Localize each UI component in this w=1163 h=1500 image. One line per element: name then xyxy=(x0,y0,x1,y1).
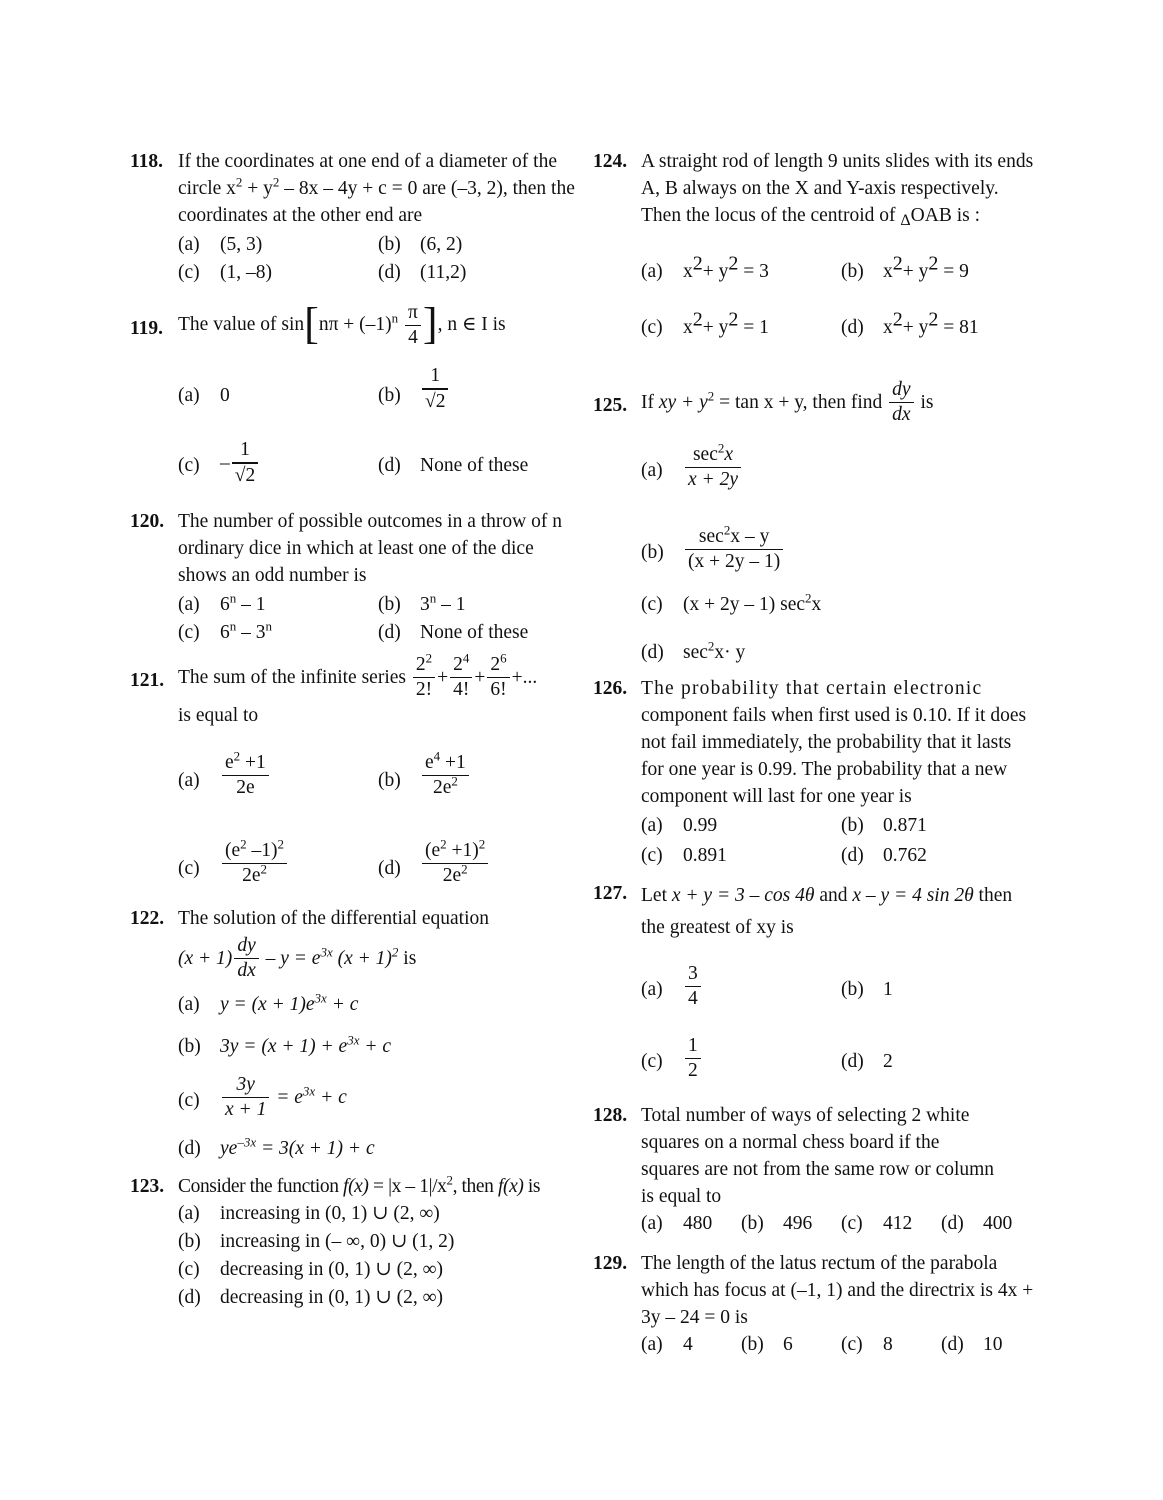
option-row xyxy=(641,1210,1038,1242)
option-row xyxy=(641,440,1038,501)
option-value: $x^2+ y^2 = 81$ xyxy=(883,308,979,338)
option-label: (d) xyxy=(841,845,864,866)
option-label: (a) xyxy=(178,770,200,791)
option-label: (b) xyxy=(841,979,864,1000)
option-value: decreasing in (0, 1) ∪ (2, ∞) xyxy=(220,1287,444,1308)
option-value: $x^2+ y^2 = 1$ xyxy=(683,308,769,338)
option-value: (1, –8) xyxy=(220,262,272,283)
option-label: (a) xyxy=(178,594,200,615)
option-value: $\frac{3}{4}$ xyxy=(683,962,703,1011)
option-label: (d) xyxy=(178,1138,201,1159)
option-label: (a) xyxy=(178,994,200,1015)
question-124 xyxy=(593,148,1038,370)
option-value: $\frac{(e^2 -1)^2}{2e^2}$ xyxy=(220,839,289,888)
option-value: $\sec^2x\cdot y$ xyxy=(683,638,746,663)
option-value: 3$^n$ – 1 xyxy=(420,590,466,615)
option-value: $ye^{-3x} = 3(x + 1) + c$ xyxy=(220,1134,375,1159)
option-label: (d) xyxy=(378,455,401,476)
option-value: 496 xyxy=(783,1213,813,1234)
option-row xyxy=(641,522,1038,583)
option-label: (a) xyxy=(178,234,200,255)
option-value: 8 xyxy=(883,1334,893,1355)
option-row xyxy=(178,1075,575,1131)
question-126 xyxy=(593,675,1038,874)
question-127 xyxy=(593,880,1038,1092)
option-label: (c) xyxy=(178,262,200,283)
option-value: 0.871 xyxy=(883,815,927,836)
option-row xyxy=(178,1228,575,1256)
option-value: $\frac{\sec^2x}{x + 2y}$ xyxy=(683,443,743,492)
option-label: (c) xyxy=(178,1259,200,1280)
option-row xyxy=(178,1033,575,1075)
question-number: 120. xyxy=(130,511,165,532)
question-number: 121. xyxy=(130,670,165,691)
option-value: increasing in (0, 1) ∪ (2, ∞) xyxy=(220,1203,440,1224)
option-value: 2 xyxy=(883,1051,893,1072)
question-121 xyxy=(130,650,575,897)
option-value: 0 xyxy=(220,385,230,406)
option-label: (d) xyxy=(941,1334,964,1355)
option-value: 6$^n$ – 1 xyxy=(220,590,266,615)
option-row xyxy=(178,1284,575,1312)
option-label: (b) xyxy=(641,542,664,563)
question-text: The value of $\sin[n\pi + (-1)^n$ $\frac{\pi}{4}$ ], n ∈ I is xyxy=(178,298,506,348)
question-text-line: Total number of ways of selecting 2 white xyxy=(641,1105,970,1126)
option-label: (b) xyxy=(378,770,401,791)
question-number: 128. xyxy=(593,1105,628,1126)
differential-equation: (x + 1) $\frac{dy}{dx}$ – $y = e^{3x}$ $(x + 1)^2$ is xyxy=(178,935,417,981)
option-value: 0.99 xyxy=(683,815,718,836)
option-label: (b) xyxy=(378,385,401,406)
option-label: (b) xyxy=(378,234,401,255)
option-value: $y = (x + 1)e^{3x} + c$ xyxy=(220,990,359,1015)
option-label: (c) xyxy=(641,594,663,615)
question-text: If the coordinates at one end of a diameter of the circle $x^2 + y^2 - 8x - 4y + c = 0$ are (–3, 2), then the coordinates at the other end are xyxy=(178,151,575,226)
option-label: (a) xyxy=(641,460,663,481)
option-label: (c) xyxy=(178,1090,200,1111)
question-128 xyxy=(593,1102,1038,1242)
option-label: (d) xyxy=(178,1287,201,1308)
option-value: 412 xyxy=(883,1213,913,1234)
option-label: (a) xyxy=(178,1203,200,1224)
option-label: (b) xyxy=(178,1231,201,1252)
option-value: 4 xyxy=(683,1334,693,1355)
option-value: None of these xyxy=(420,622,529,643)
option-row xyxy=(178,439,575,506)
option-label: (c) xyxy=(841,1213,863,1234)
option-label: (d) xyxy=(841,1051,864,1072)
option-row xyxy=(641,842,1038,874)
option-label: (c) xyxy=(178,858,200,879)
question-text: is equal to xyxy=(178,705,259,726)
option-label: (c) xyxy=(841,1334,863,1355)
option-value: 6$^n$ – 3$^n$ xyxy=(220,618,272,643)
option-label: (d) xyxy=(841,317,864,338)
option-value: – $\frac{1}{√2}$ xyxy=(220,438,260,488)
question-text: component fails when first used is 0.10. If it does not fail immediately, the probability that it lasts for one year is 0.99. The probability that a new component will last for one year is xyxy=(641,705,1027,807)
option-row xyxy=(641,962,1038,1020)
question-number: 125. xyxy=(593,395,628,416)
option-row xyxy=(641,308,1038,370)
option-value: 6 xyxy=(783,1334,793,1355)
option-value: $\frac{(e^2 +1)^2}{2e^2}$ xyxy=(420,839,490,888)
question-number: 123. xyxy=(130,1176,165,1197)
option-value: $\frac{1}{2}$ xyxy=(683,1034,703,1083)
option-label: (d) xyxy=(378,262,401,283)
option-row xyxy=(178,1135,575,1173)
option-label: (c) xyxy=(178,455,200,476)
option-row xyxy=(178,836,575,897)
question-number: 127. xyxy=(593,883,628,904)
option-row xyxy=(641,591,1038,639)
option-row xyxy=(178,259,575,287)
option-value: $x^2+ y^2 = 9$ xyxy=(883,252,969,282)
option-row xyxy=(641,812,1038,842)
option-row xyxy=(641,1034,1038,1092)
question-123 xyxy=(130,1173,575,1312)
option-label: (a) xyxy=(641,1213,663,1234)
question-text: The solution of the differential equation xyxy=(178,908,490,929)
question-text-line: squares are not from the same row or column xyxy=(641,1159,995,1180)
question-text: The sum of the infinite series $\frac{2^2}{2!}$ + $\frac{2^4}{4!}$ + $\frac{2^6}{6!}$ +... xyxy=(178,650,538,700)
question-118 xyxy=(130,148,575,287)
option-label: (b) xyxy=(378,594,401,615)
option-value: 0.891 xyxy=(683,845,727,866)
option-value: $\frac{\sec^2x - y}{(x + 2y - 1)}$ xyxy=(683,525,785,574)
option-label: (d) xyxy=(641,642,664,663)
option-row xyxy=(641,1331,1038,1363)
option-value: $\frac{e^2 +1}{2e}$ xyxy=(220,751,271,800)
question-text: The length of the latus rectum of the parabola which has focus at (–1, 1) and the directrix is 4x + 3y – 24 = 0 is xyxy=(641,1253,1034,1328)
question-129 xyxy=(593,1250,1038,1363)
option-row xyxy=(178,748,575,809)
question-125 xyxy=(593,378,1038,675)
option-label: (a) xyxy=(641,815,663,836)
option-row xyxy=(178,619,575,647)
question-number: 124. xyxy=(593,151,628,172)
left-column xyxy=(130,148,575,1312)
question-number: 122. xyxy=(130,908,165,929)
option-row xyxy=(178,231,575,259)
option-label: (b) xyxy=(741,1334,764,1355)
question-122 xyxy=(130,905,575,1173)
option-value: $\frac{e^4 +1}{2e^2}$ xyxy=(420,751,471,800)
question-text: The probability that certain electronic xyxy=(641,678,983,699)
question-number: 118. xyxy=(130,151,164,172)
option-value: $3y = (x + 1) + e^{3x} + c$ xyxy=(220,1032,392,1057)
pi-over-four-fraction: $\frac{\pi}{4}$ xyxy=(405,301,421,350)
option-row xyxy=(178,365,575,430)
option-label: (c) xyxy=(641,317,663,338)
option-row xyxy=(178,591,575,619)
option-row xyxy=(178,991,575,1033)
option-value: $\frac{3y}{x + 1}$ = $e^{3x} + c$ xyxy=(220,1073,347,1122)
option-value: None of these xyxy=(420,455,529,476)
option-value: 480 xyxy=(683,1213,713,1234)
option-row xyxy=(641,639,1038,675)
option-label: (a) xyxy=(641,979,663,1000)
right-column xyxy=(593,148,1038,1363)
option-value: 10 xyxy=(983,1334,1003,1355)
question-text: Consider the function $f(x) = |x - 1|/x^2$, then f(x) is xyxy=(178,1172,541,1197)
option-label: (b) xyxy=(741,1213,764,1234)
option-value: (6, 2) xyxy=(420,234,463,255)
question-text: If xy + $y^2 = \tan x + y$, then find $\frac{dy}{dx}$ is xyxy=(641,379,934,425)
option-label: (a) xyxy=(641,261,663,282)
option-label: (c) xyxy=(641,1051,663,1072)
question-text-line: is equal to xyxy=(641,1186,722,1207)
question-text: The number of possible outcomes in a throw of n ordinary dice in which at least one of the dice shows an odd number is xyxy=(178,511,562,586)
option-value: 0.762 xyxy=(883,845,927,866)
option-label: (b) xyxy=(178,1036,201,1057)
option-value: decreasing in (0, 1) ∪ (2, ∞) xyxy=(220,1259,444,1280)
question-number: 126. xyxy=(593,678,628,699)
option-value: $x^2+ y^2 = 3$ xyxy=(683,252,769,282)
option-label: (a) xyxy=(641,1334,663,1355)
option-row xyxy=(641,252,1038,314)
question-number: 119. xyxy=(130,318,164,339)
option-row xyxy=(178,1256,575,1284)
option-label: (b) xyxy=(841,261,864,282)
question-text: A straight rod of length 9 units slides with its ends A, B always on the X and Y-axis respectively. Then the locus of the centroid of $_\Delta$OAB is : xyxy=(641,151,1034,229)
question-120 xyxy=(130,508,575,647)
option-row xyxy=(178,1200,575,1228)
option-label: (b) xyxy=(841,815,864,836)
option-value: increasing in (– ∞, 0) ∪ (1, 2) xyxy=(220,1231,455,1252)
option-label: (d) xyxy=(378,858,401,879)
option-value: (x + 2y – 1) $\sec^2x$ xyxy=(683,590,822,615)
option-value: 1 xyxy=(883,979,893,1000)
option-value: 400 xyxy=(983,1213,1013,1234)
option-label: (d) xyxy=(941,1213,964,1234)
question-text-line: squares on a normal chess board if the xyxy=(641,1132,940,1153)
option-label: (a) xyxy=(178,385,200,406)
option-value: $\frac{1}{√2}$ xyxy=(420,364,450,414)
question-text: Let x + y = 3 – cos 4θ and x – y = 4 sin 2θ then the greatest of xy is xyxy=(641,885,1013,938)
question-119 xyxy=(130,298,575,506)
option-value: (5, 3) xyxy=(220,234,263,255)
question-number: 129. xyxy=(593,1253,628,1274)
option-label: (c) xyxy=(178,622,200,643)
option-label: (c) xyxy=(641,845,663,866)
option-label: (d) xyxy=(378,622,401,643)
option-value: (11,2) xyxy=(420,262,467,283)
